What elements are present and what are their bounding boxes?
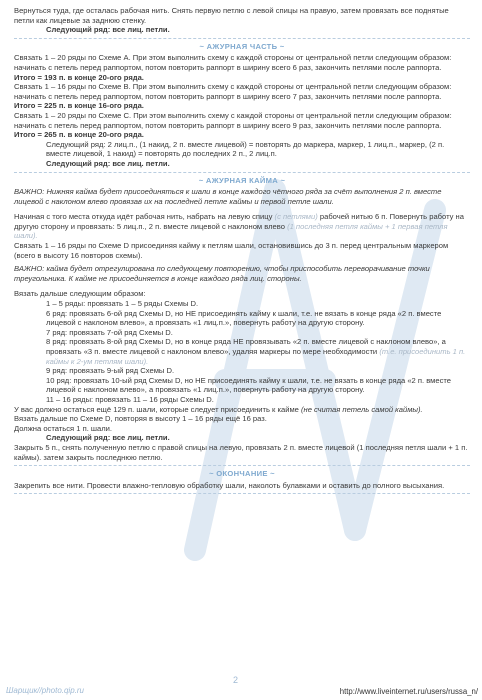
paragraph-important-1: ВАЖНО: Нижняя кайма будет присоединяться к шали в конце каждого чётного ряда за счёт выполнения 2 п. вместе лицевой с наклоном влево провязав их на последней петле каймы и первой петле шали. xyxy=(14,187,442,206)
heading-finishing: ~ ОКОНЧАНИЕ ~ xyxy=(209,469,275,479)
cast-on-note-2: (1 последняя петля каймы + 1 первая петля шали). xyxy=(14,221,448,241)
row-9: 9 ряд: провязать 9-ый ряд Схемы D. xyxy=(46,366,175,376)
paragraph-final-row: Следующий ряд: все лиц. петли. xyxy=(46,433,170,443)
paragraph-total-b: Итого = 225 п. в конце 16-ого ряда. xyxy=(14,101,144,111)
paragraph-total-c: Итого = 265 п. в конце 20-ого ряда. xyxy=(14,130,144,140)
paragraph-cast-on xyxy=(14,212,470,241)
paragraph-next-row: Следующий ряд: все лиц. петли. xyxy=(46,25,170,35)
paragraph-one-left: Должна остаться 1 п. шали. xyxy=(14,423,113,433)
paragraph-total-a: Итого = 193 п. в конце 20-ого ряда. xyxy=(14,72,144,82)
row-10: 10 ряд: провязать 10-ый ряд Схемы D, но НЕ присоединять кайму к шали, т.е. не вязать в конце ряда «2 п. вместе лицевой с наклоном влево», а провязать «1 лиц.п.», повернуть работу на другую сторону. xyxy=(46,375,452,395)
row-6: 6 ряд: провязать 6-ой ряд Схемы D, но НЕ присоединять кайму к шали, т.е. не вязать в конце ряда «2 п. вместе лицевой с наклоном влево», а провязать «1 лиц.п.», повернуть работу на другую сторону. xyxy=(46,308,442,328)
paragraph-remaining xyxy=(14,405,470,415)
paragraph-finishing: Закрепить все нити. Провести влажно-тепловую обработку шали, наколоть булавками и оставить до полного высыхания. xyxy=(14,480,445,490)
footer-url: http://www.liveinternet.ru/users/russa_n/ xyxy=(339,687,478,697)
paragraph-yo-row: Следующий ряд: 2 лиц.п., (1 накид, 2 п. вместе лицевой) = повторять до маркера, маркер, 1 лиц.п., маркер, (2 п. вместе лицевой, 1 накид) = повторять до последних 2 п., 2 лиц.п. xyxy=(46,139,445,159)
divider xyxy=(14,493,470,494)
cast-on-text: Начиная с того места откуда идёт рабочая нить, набрать на левую спицу xyxy=(14,212,273,222)
row-8 xyxy=(14,337,470,366)
cast-on-text-2: рабочей нитью 6 п. Повернуть работу на другую сторону и провязать: 5 лиц.п., 2 п. вместе лицевой с наклоном влево xyxy=(14,212,464,231)
page-number: 2 xyxy=(233,675,239,686)
row-8-note: (т.е. присоединить 1 п. каймы к 2-ум петлям шали). xyxy=(46,347,466,366)
row-8-text: 8 ряд: провязать 8-ой ряд Схемы D, но в конце ряда НЕ провязывать «2 п. вместе лицевой с наклоном влево», а провязать «3 п. вместе лицевой с наклоном влево», удаляя маркеры по мере необходимости xyxy=(46,337,446,356)
heading-lace-part: ~ АЖУРНАЯ ЧАСТЬ ~ xyxy=(199,41,285,51)
paragraph-knit-row: Следующий ряд: все лиц. петли. xyxy=(46,158,170,168)
row-1-5: 1 – 5 ряды: провязать 1 – 5 ряды Схемы D. xyxy=(46,299,199,309)
divider xyxy=(14,172,470,173)
paragraph-return: Вернуться туда, где осталась рабочая нить. Снять первую петлю с левой спицы на правую, затем провязать все поднятые петли как лицевые за заднюю стенку. xyxy=(14,6,449,25)
remaining-text: У вас должно остаться ещё 129 п. шали, которые следует присоединить к кайме xyxy=(14,404,299,414)
cast-on-note: (с петлями) xyxy=(274,212,318,222)
paragraph-chart-a: Связать 1 – 20 ряды по Схеме A. При этом выполнить схему с каждой стороны от центральной петли следующим образом: начинать с петель перед раппортом, потом повторить раппорт в ширину всего 6 раз, закончить петлями после раппорта. xyxy=(14,53,452,72)
row-7: 7 ряд: провязать 7-ой ряд Схемы D. xyxy=(46,327,173,337)
paragraph-important-2: ВАЖНО: кайма будет отрегулирована по следующему повторению, чтобы приспособить переворачивание точки треугольника. К кайме не присоединяется в конце каждого ряда лиц. стороны. xyxy=(14,264,430,283)
paragraph-chart-d: Связать 1 – 16 ряды по Схеме D присоединяя кайму к петлям шали, остановившись до 3 п. перед центральным маркером (всего в высоту 16 повторов схемы). xyxy=(14,241,449,260)
row-11-16: 11 – 16 ряды: провязать 11 – 16 ряды Схемы D. xyxy=(46,394,214,404)
paragraph-repeat: Вязать дальше по Схеме D, повторяя в высоту 1 – 16 ряды ещё 16 раз. xyxy=(14,414,267,424)
remaining-note: (не считая петель самой каймы). xyxy=(301,404,423,414)
heading-lace-edging: ~ АЖУРНАЯ КАЙМА ~ xyxy=(198,175,286,185)
divider xyxy=(14,465,470,466)
paragraph-chart-b: Связать 1 – 16 ряды по Схеме B. При этом выполнить схему с каждой стороны от центральной петли следующим образом: начинать с петель перед раппортом, потом повторить раппорт в ширину всего 7 раз, закончить петлями после раппорта. xyxy=(14,82,452,101)
divider xyxy=(14,38,470,39)
paragraph-bind-off: Закрыть 5 п., снять полученную петлю с правой спицы на левую, провязать 2 п. вместе лицевой (1 последняя петля шали + 1 п. каймы). затем закрыть последнюю петлю. xyxy=(14,442,468,462)
paragraph-chart-c: Связать 1 – 20 ряды по Схеме C. При этом выполнить схему с каждой стороны от центральной петли следующим образом: начинать с петель перед раппортом, потом повторить раппорт в ширину всего 9 раз, закончить петлями после раппорта. xyxy=(14,110,452,130)
document-body xyxy=(14,6,470,494)
footer-source: Шарщик//photo.qip.ru xyxy=(6,686,84,696)
paragraph-continue: Вязать дальше следующим образом: xyxy=(14,289,146,299)
